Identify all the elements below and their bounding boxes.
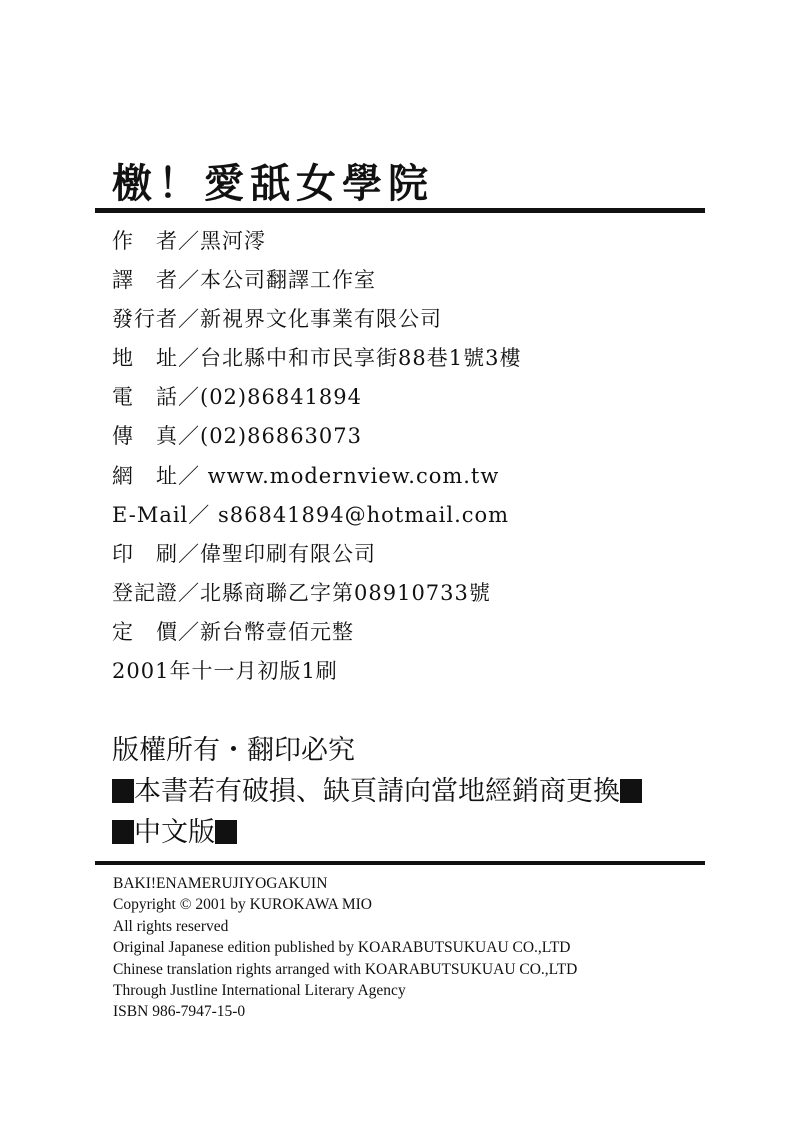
row-label: 電 話: [112, 385, 178, 410]
row-separator: ／: [178, 385, 200, 410]
translator-row: [112, 261, 521, 300]
row-label: 定 價: [112, 619, 178, 644]
row-label: 作 者: [112, 229, 178, 253]
colophon-details: [112, 222, 521, 691]
address-row: [112, 339, 521, 378]
rights-notice: [112, 730, 642, 853]
row-label: E-Mail: [112, 502, 189, 527]
row-separator: ／: [178, 463, 200, 488]
title-divider: [95, 208, 705, 213]
row-value: 新視界文化事業有限公司: [200, 307, 442, 332]
copyright-line: Copyright © 2001 by KUROKAWA MIO: [113, 896, 372, 914]
row-label: 地 址: [112, 346, 178, 371]
row-separator: ／: [178, 541, 200, 566]
row-value: 本公司翻譯工作室: [200, 268, 376, 293]
edition-row: 2001年十一月初版1刷: [112, 659, 338, 684]
book-title: 檄！愛舐女學院: [112, 160, 434, 207]
row-value: 台北縣中和市民享街88巷1號3樓: [200, 346, 522, 371]
original-publisher-line: Original Japanese edition published by KOARABUTSUKUAU CO.,LTD: [113, 939, 571, 957]
english-title: BAKI!ENAMERUJIYOGAKUIN: [113, 875, 328, 892]
row-value: 新台幣壹佰元整: [200, 619, 354, 644]
replacement-text: 本書若有破損、缺頁請向當地經銷商更換: [134, 776, 620, 807]
phone-row: [112, 378, 521, 417]
rights-reserved: 版權所有・翻印必究: [112, 735, 355, 766]
row-value: 北縣商聯乙字第08910733號: [200, 580, 491, 605]
row-separator: ／: [178, 424, 200, 449]
row-label: 印 刷: [112, 541, 178, 566]
price-row: [112, 613, 521, 652]
translation-rights-line: Chinese translation rights arranged with KOARABUTSUKUAU CO.,LTD: [113, 960, 578, 978]
row-label: 登記證: [112, 580, 178, 605]
english-copyright: [113, 873, 577, 1023]
rights-line: All rights reserved: [113, 917, 229, 935]
registration-row: [112, 574, 521, 613]
black-square-icon: [112, 779, 134, 803]
fax-row: [112, 417, 521, 456]
replacement-notice: [112, 771, 642, 812]
agency-line: Through Justline International Literary Agency: [113, 982, 406, 1000]
row-separator: ／: [178, 580, 200, 605]
isbn-line: ISBN 986-7947-15-0: [113, 1003, 246, 1021]
row-label: 網 址: [112, 463, 178, 488]
website-row: [112, 457, 521, 496]
row-label: 傳 真: [112, 424, 178, 449]
chinese-edition: [112, 812, 642, 853]
row-value: 偉聖印刷有限公司: [200, 541, 376, 566]
row-label: 發行者: [112, 307, 178, 332]
row-value: (02)86841894: [200, 385, 362, 410]
row-label: 譯 者: [112, 268, 178, 293]
black-square-icon: [215, 820, 237, 844]
row-separator: ／: [178, 619, 200, 644]
row-separator: ／: [178, 229, 200, 253]
row-separator: ／: [188, 502, 211, 527]
black-square-icon: [620, 779, 642, 803]
row-separator: ／: [178, 268, 200, 293]
publisher-row: [112, 300, 521, 339]
row-value: s86841894@hotmail.com: [210, 502, 510, 527]
printer-row: [112, 535, 521, 574]
row-value: 黑河澪: [200, 229, 266, 253]
author-row: [112, 222, 521, 261]
black-square-icon: [112, 820, 134, 844]
section-divider: [95, 861, 705, 865]
row-separator: ／: [178, 346, 200, 371]
email-row: [112, 496, 521, 535]
chinese-edition-text: 中文版: [134, 817, 215, 848]
row-separator: ／: [178, 307, 200, 332]
row-value: www.modernview.com.tw: [200, 463, 500, 488]
row-value: (02)86863073: [200, 424, 362, 449]
